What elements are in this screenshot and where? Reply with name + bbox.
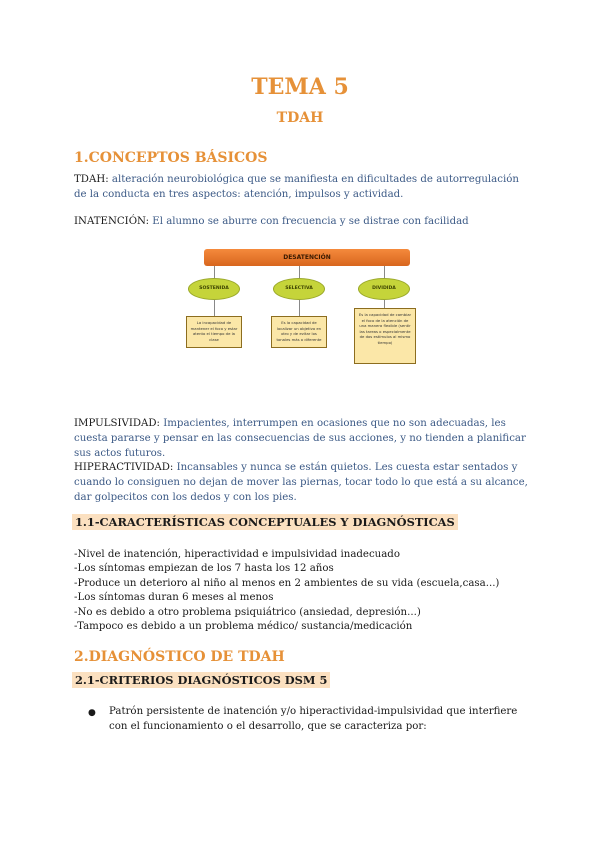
page-title: TEMA 5 <box>251 74 349 100</box>
diagram-branch-selectiva: SELECTIVA <box>273 278 325 300</box>
diagram-connector <box>214 300 215 316</box>
tdah-definition <box>74 172 534 202</box>
diagram-branch-sostenida: SOSTENIDA <box>188 278 240 300</box>
section-heading-conceptos: 1.CONCEPTOS BÁSICOS <box>74 150 268 166</box>
hiperactividad-text: Incansables y nunca se están quietos. Les cuesta estar sentados y cuando lo consiguen no dejan de mover las piernas, tocar todo lo que está a su alcance, dar golpecitos con los dedos y con los pies. <box>74 462 528 503</box>
diagram-connector <box>299 266 300 278</box>
diagram-top-bar: DESATENCIÓN <box>204 249 410 266</box>
list-item: -Los síntomas duran 6 meses al menos <box>74 592 274 604</box>
diagram-connector <box>214 266 215 278</box>
inatencion-label: INATENCIÓN: <box>74 216 150 227</box>
section-heading-criterios: 2.1-CRITERIOS DIAGNÓSTICOS DSM 5 <box>72 672 330 688</box>
list-item: -Tampoco es debido a un problema médico/ sustancia/medicación <box>74 621 413 633</box>
list-item: -Nivel de inatención, hiperactividad e impulsividad inadecuado <box>74 549 400 560</box>
diagram-branch-dividida: DIVIDIDA <box>358 278 410 300</box>
diagram-connector <box>384 266 385 278</box>
inatencion-text: El alumno se aburre con frecuencia y se distrae con facilidad <box>149 216 469 227</box>
hiperactividad-label: HIPERACTIVIDAD: <box>74 462 174 473</box>
impulsividad-label: IMPULSIVIDAD: <box>74 418 160 429</box>
diagram-connector <box>299 300 300 316</box>
impulsividad-text: Impacientes, interrumpen en ocasiones que no son adecuadas, les cuesta pararse y pensar en las consecuencias de sus acciones, y no tienden a planificar sus actos futuros. <box>74 418 526 459</box>
impulsividad-definition <box>74 416 534 461</box>
page-subtitle: TDAH <box>276 110 324 126</box>
diagram-box-selectiva: Es la capacidad de localizar un objetivo en otro y de evitar los tonales más o diferente <box>271 316 327 348</box>
tdah-label: TDAH: <box>74 174 109 185</box>
caracteristicas-list <box>74 548 534 634</box>
list-item: -Produce un deterioro al niño al menos en 2 ambientes de su vida (escuela,casa...) <box>74 577 500 589</box>
desatencion-diagram <box>178 246 420 372</box>
criterios-bullet-text: Patrón persistente de inatención y/o hiperactividad-impulsividad que interfiere con el funcionamiento o el desarrollo, que se caracteriza por: <box>109 706 518 733</box>
bullet-icon: ● <box>88 708 96 718</box>
inatencion-definition <box>74 214 534 229</box>
diagram-connector <box>384 300 385 308</box>
hiperactividad-definition <box>74 460 534 505</box>
list-item: -Los síntomas empiezan de los 7 hasta los 12 años <box>74 563 334 575</box>
list-item: -No es debido a otro problema psiquiátrico (ansiedad, depresión...) <box>74 606 421 618</box>
section-heading-caracteristicas: 1.1-CARACTERÍSTICAS CONCEPTUALES Y DIAGNÓSTICAS <box>72 514 458 530</box>
diagram-box-sostenida: La incapacidad de mantener el foco y estar atento el tiempo de la clase <box>186 316 242 348</box>
section-heading-diagnostico: 2.DIAGNÓSTICO DE TDAH <box>74 649 285 665</box>
tdah-text: alteración neurobiológica que se manifiesta en dificultades de autorregulación de la conducta en tres aspectos: atención, impulsos y actividad. <box>74 174 519 200</box>
diagram-box-dividida: Es la capacidad de cambiar el foco de la atención de una manera flexible (sentir las tareas o especialmente de dos estímulos al mismo tiempo) <box>354 308 416 364</box>
